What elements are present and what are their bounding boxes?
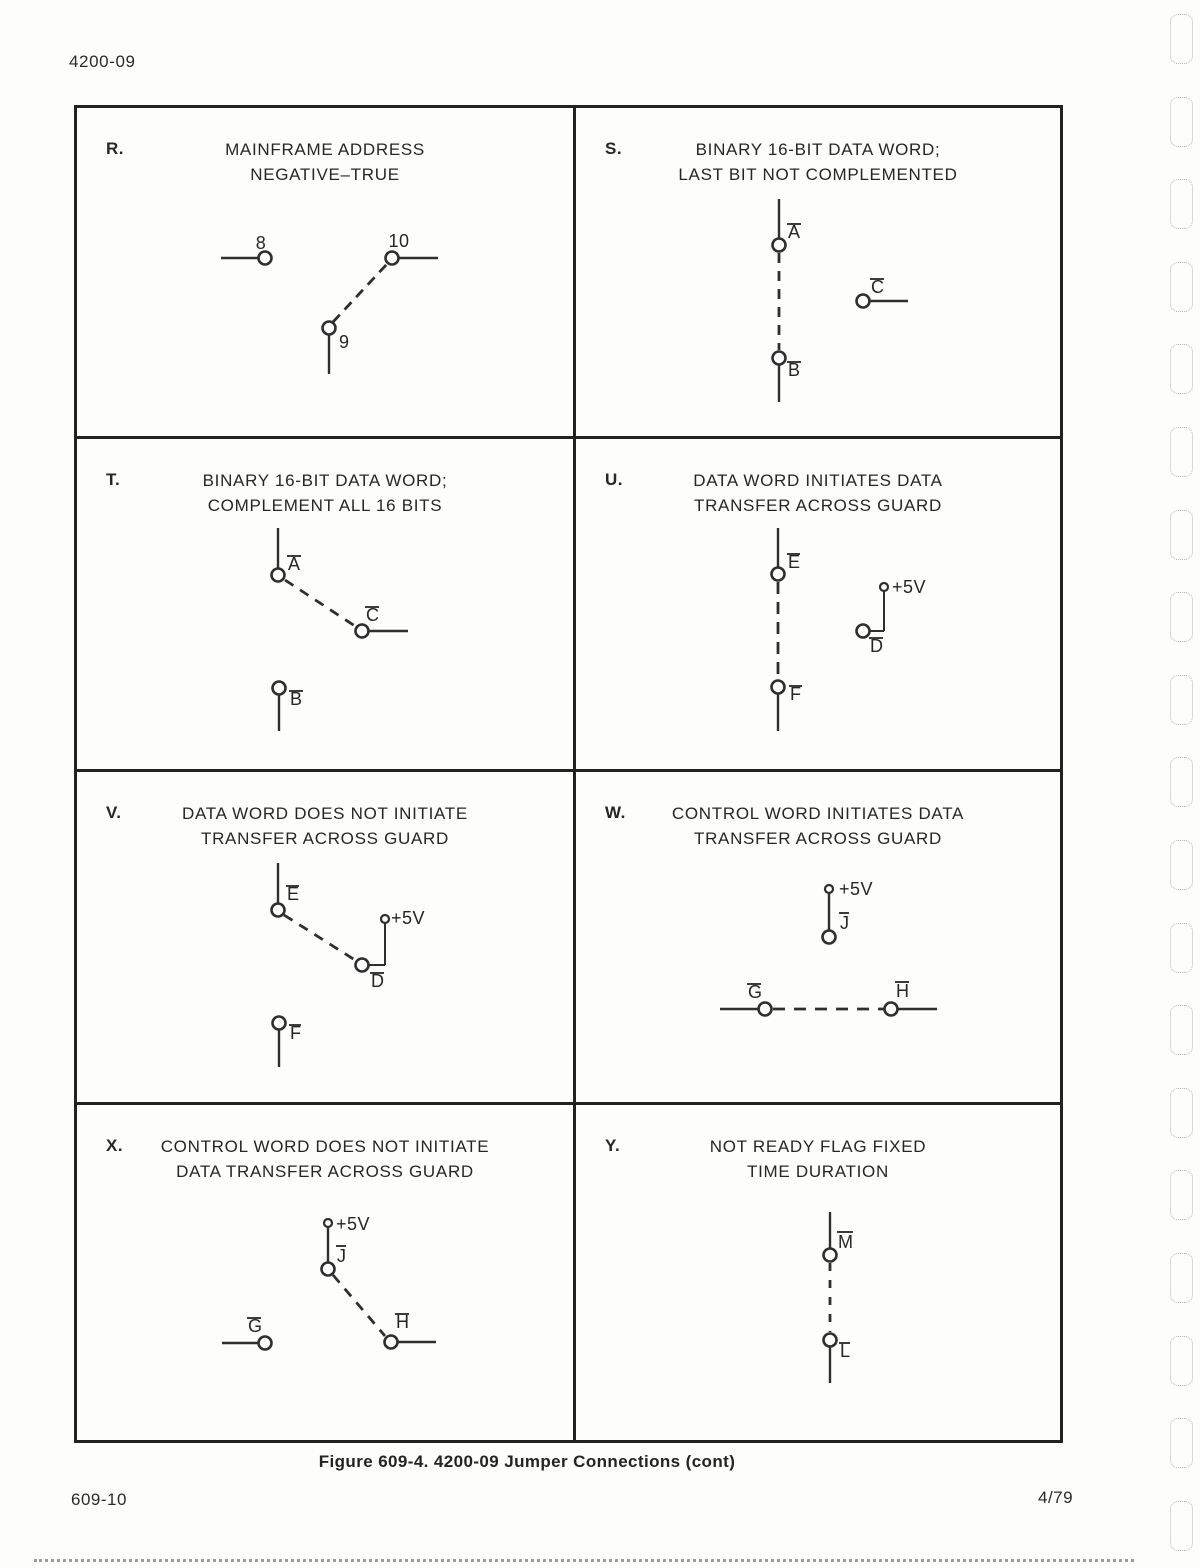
- panel-x: [77, 1105, 576, 1440]
- panel-t-diagram: [77, 439, 573, 769]
- panel-y-diagram: [576, 1105, 1057, 1440]
- panel-s: [576, 108, 1060, 439]
- panel-w-diagram: [576, 772, 1057, 1102]
- pin-a-label: A: [288, 554, 301, 574]
- panel-y-title-line2: TIME DURATION: [747, 1162, 889, 1181]
- pin-m-label: M: [838, 1232, 854, 1252]
- pin-c-label: C: [366, 605, 380, 625]
- panel-r-title-line1: MAINFRAME ADDRESS: [225, 140, 425, 159]
- pin-j-label: J: [337, 1246, 347, 1266]
- panel-s-diagram: [576, 108, 1057, 436]
- binding-hole: [1170, 757, 1193, 807]
- binding-hole: [1170, 1418, 1193, 1468]
- panel-u: [576, 439, 1060, 772]
- panel-u-diagram: [576, 439, 1057, 769]
- panel-r-letter: R.: [106, 139, 124, 158]
- pin-8-label: 8: [255, 233, 267, 253]
- binding-hole: [1170, 427, 1193, 477]
- binding-hole: [1170, 1336, 1193, 1386]
- binding-hole: [1170, 675, 1193, 725]
- panel-t-letter: T.: [106, 470, 121, 489]
- binding-holes: [1170, 0, 1196, 1568]
- panel-y: [576, 1105, 1060, 1440]
- binding-hole: [1170, 592, 1193, 642]
- pin-l-label: L: [840, 1341, 851, 1361]
- panel-s-letter: S.: [605, 139, 623, 158]
- pin-b-label: B: [788, 360, 801, 380]
- pin-j-label: J: [840, 913, 850, 933]
- panel-t-title-line2: COMPLEMENT ALL 16 BITS: [207, 496, 443, 515]
- binding-hole: [1170, 97, 1193, 147]
- binding-hole: [1170, 14, 1193, 64]
- pin-g-label: G: [748, 982, 763, 1002]
- panel-t: [77, 439, 576, 772]
- pin-g-label: G: [248, 1316, 263, 1336]
- page-number: 609-10: [71, 1490, 127, 1509]
- revision-date: 4/79: [1038, 1488, 1074, 1507]
- pin-e-label: E: [788, 552, 801, 572]
- panel-w-title-line1: CONTROL WORD INITIATES DATA: [671, 804, 965, 823]
- panel-x-letter: X.: [106, 1136, 124, 1155]
- pin-b-label: B: [290, 689, 303, 709]
- panel-x-title-line1: CONTROL WORD DOES NOT INITIATE: [160, 1137, 490, 1156]
- pin-d-label: D: [371, 971, 385, 991]
- plus5v-label: +5V: [839, 879, 874, 899]
- panel-w: [576, 772, 1060, 1105]
- panel-v-title-line1: DATA WORD DOES NOT INITIATE: [182, 804, 468, 823]
- doc-number: 4200-09: [69, 52, 136, 71]
- binding-hole: [1170, 840, 1193, 890]
- binding-hole: [1170, 179, 1193, 229]
- figure-box: [74, 105, 1063, 1443]
- panel-v: [77, 772, 576, 1105]
- figure-caption: Figure 609-4. 4200-09 Jumper Connections (cont): [318, 1452, 736, 1471]
- panel-x-title-line2: DATA TRANSFER ACROSS GUARD: [176, 1162, 474, 1181]
- panel-y-title-line1: NOT READY FLAG FIXED: [709, 1137, 927, 1156]
- binding-hole: [1170, 923, 1193, 973]
- pin-c-label: C: [871, 277, 885, 297]
- panel-r-title-line2: NEGATIVE–TRUE: [250, 165, 400, 184]
- panel-v-letter: V.: [106, 803, 122, 822]
- panel-u-title-line1: DATA WORD INITIATES DATA: [693, 471, 943, 490]
- panel-y-letter: Y.: [605, 1136, 621, 1155]
- panel-v-diagram: [77, 772, 573, 1102]
- binding-hole: [1170, 1253, 1193, 1303]
- plus5v-label: +5V: [391, 908, 426, 928]
- pin-e-label: E: [287, 884, 300, 904]
- pin-9-label: 9: [339, 332, 350, 352]
- panel-u-title-line2: TRANSFER ACROSS GUARD: [693, 496, 942, 515]
- pin-h-label: H: [896, 981, 910, 1001]
- pin-f-label: F: [790, 684, 802, 704]
- plus5v-label: +5V: [892, 577, 927, 597]
- pin-10-label: 10: [388, 231, 410, 251]
- panel-w-title-line2: TRANSFER ACROSS GUARD: [693, 829, 942, 848]
- binding-hole: [1170, 344, 1193, 394]
- scan-artifact-line: [34, 1559, 1134, 1562]
- panel-s-title-line2: LAST BIT NOT COMPLEMENTED: [678, 165, 958, 184]
- panel-v-title-line2: TRANSFER ACROSS GUARD: [200, 829, 449, 848]
- binding-hole: [1170, 1088, 1193, 1138]
- binding-hole: [1170, 1005, 1193, 1055]
- binding-hole: [1170, 262, 1193, 312]
- panel-s-title-line1: BINARY 16-BIT DATA WORD;: [695, 140, 941, 159]
- plus5v-label: +5V: [336, 1214, 371, 1234]
- binding-hole: [1170, 1170, 1193, 1220]
- pin-a-label: A: [788, 222, 801, 242]
- pin-f-label: F: [290, 1023, 302, 1043]
- panel-w-letter: W.: [605, 803, 626, 822]
- panel-r-diagram: [77, 108, 573, 436]
- binding-hole: [1170, 1501, 1193, 1551]
- panel-u-letter: U.: [605, 470, 623, 489]
- panel-t-title-line1: BINARY 16-BIT DATA WORD;: [202, 471, 448, 490]
- panel-x-diagram: [77, 1105, 573, 1440]
- pin-d-label: D: [870, 636, 884, 656]
- panel-r: [77, 108, 576, 439]
- pin-h-label: H: [396, 1312, 410, 1332]
- binding-hole: [1170, 510, 1193, 560]
